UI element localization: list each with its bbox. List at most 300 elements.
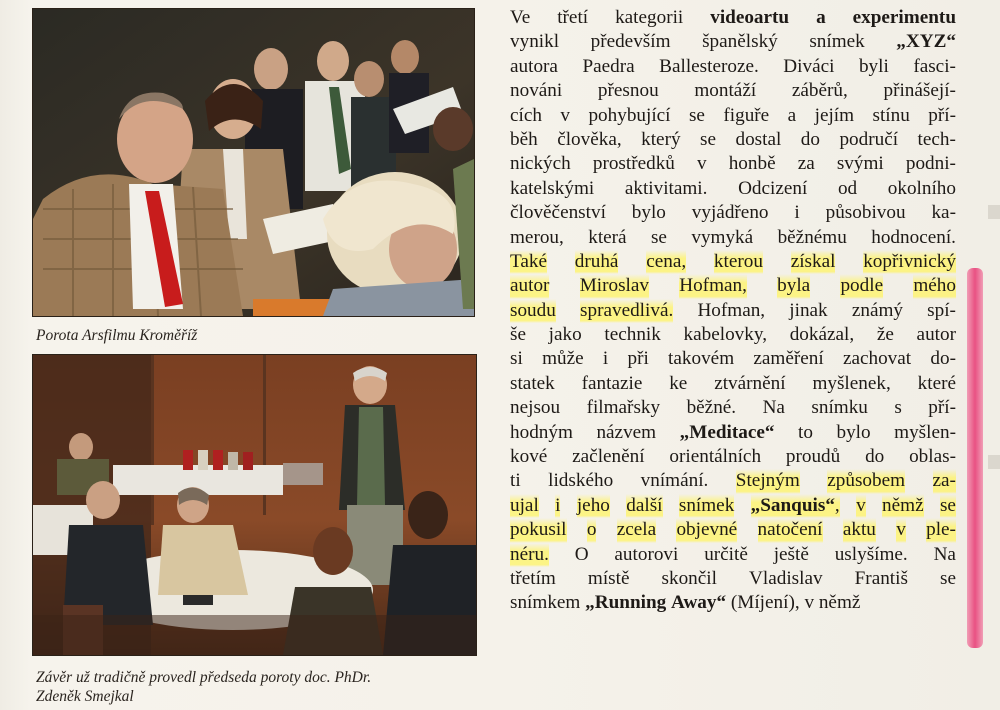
article-line — [510, 152, 956, 176]
word: němž — [818, 592, 861, 614]
word: v — [560, 104, 570, 126]
word: člověka, — [557, 128, 622, 150]
article-word — [839, 128, 898, 152]
article-word — [714, 250, 763, 274]
word: se — [940, 494, 956, 518]
word: za — [797, 153, 815, 175]
article-word — [510, 567, 556, 591]
article-word — [731, 591, 800, 615]
word: vymyká — [691, 226, 754, 248]
article-line — [510, 421, 956, 445]
article-word — [853, 6, 956, 30]
article-line — [510, 79, 956, 103]
word: snímek — [809, 31, 865, 53]
word: fasci- — [913, 55, 956, 77]
word: néru. — [510, 543, 549, 567]
word: kterou — [714, 250, 763, 274]
article-word — [913, 55, 956, 79]
word: proudů — [785, 446, 841, 468]
article-word — [617, 518, 656, 542]
article-word — [835, 543, 908, 567]
article-word — [710, 6, 789, 30]
article-word — [816, 6, 826, 30]
word: tech- — [917, 128, 956, 150]
article-word — [680, 421, 775, 445]
word: aktivitami. — [624, 177, 708, 199]
word: Ve — [510, 7, 531, 28]
word: soudu — [510, 299, 556, 323]
article-word — [927, 299, 956, 323]
article-line — [510, 469, 956, 493]
word: uslyšíme. — [834, 543, 908, 565]
word: Odcizení — [738, 177, 808, 199]
article-word — [836, 421, 870, 445]
article-word — [763, 396, 785, 420]
article-word — [510, 55, 558, 79]
word: ple- — [926, 518, 956, 542]
word: se — [940, 567, 956, 589]
word: o — [587, 518, 597, 542]
article-word — [679, 274, 747, 298]
article-word — [662, 567, 717, 591]
article-word — [837, 152, 884, 176]
article-word — [933, 469, 956, 493]
article-line — [510, 30, 956, 54]
word: aktu — [843, 518, 876, 542]
article-word — [877, 323, 894, 347]
word: zaměření — [753, 348, 824, 370]
article-word — [863, 250, 956, 274]
article-word — [751, 494, 840, 518]
caption-line-2: Zdeněk Smejkal — [36, 688, 134, 705]
word: prostředků — [592, 153, 675, 175]
article-word — [753, 347, 823, 371]
article-word — [588, 104, 670, 128]
article-word — [549, 323, 582, 347]
word: přinášejí- — [883, 80, 956, 102]
article-word — [510, 518, 567, 542]
article-word — [896, 30, 956, 54]
article-word — [843, 518, 876, 542]
article-line — [510, 445, 956, 469]
article-word — [510, 469, 521, 493]
article-word — [865, 445, 884, 469]
word: katelskými — [510, 177, 595, 199]
word: pohybující — [588, 104, 671, 126]
bleed-through-mark — [988, 455, 1000, 469]
article-word — [577, 494, 610, 518]
word: figuře — [723, 104, 770, 126]
word: Na — [933, 543, 956, 565]
article-word — [615, 6, 683, 30]
article-word — [646, 250, 686, 274]
word: i — [555, 494, 560, 518]
word: ztvárnění — [714, 372, 786, 394]
article-line — [510, 299, 956, 323]
article-word — [596, 421, 656, 445]
article-word — [918, 128, 956, 152]
word: do — [800, 128, 820, 150]
word: kopřivnický — [863, 250, 956, 274]
word: myšlenek, — [812, 372, 891, 394]
article-line — [510, 347, 956, 371]
word: známý — [851, 299, 903, 321]
word: autora — [510, 55, 558, 77]
article-line — [510, 567, 956, 591]
article-word — [843, 347, 911, 371]
word: nejsou — [510, 397, 561, 419]
word: se — [650, 226, 667, 248]
article-word — [510, 6, 530, 30]
article-word — [684, 323, 767, 347]
word: ujal — [510, 494, 539, 518]
word: jeho — [577, 494, 610, 518]
word: němž — [882, 494, 924, 518]
article-word — [940, 494, 956, 518]
word: Také — [510, 250, 547, 274]
article-word — [510, 396, 560, 420]
bold-title: „Sanquis“ — [751, 494, 835, 518]
article-word — [625, 177, 708, 201]
article-word — [694, 79, 756, 103]
word: běžné. — [686, 397, 737, 419]
article-word — [651, 226, 667, 250]
word: technik — [604, 324, 661, 346]
article-word — [882, 494, 924, 518]
article-word — [811, 396, 868, 420]
article-word — [582, 372, 643, 396]
article-word — [928, 396, 956, 420]
word: může — [542, 348, 584, 370]
article-word — [723, 104, 769, 128]
word: fantazie — [581, 372, 643, 394]
word: v — [804, 592, 815, 614]
word: další — [626, 494, 662, 518]
article-line — [510, 591, 956, 615]
article-word — [510, 421, 573, 445]
article-line — [510, 518, 956, 542]
article-word — [593, 152, 675, 176]
word: lidského — [548, 470, 614, 492]
article-word — [783, 55, 834, 79]
article-word — [510, 299, 556, 323]
word: španělský — [702, 31, 778, 53]
word: , — [835, 494, 840, 518]
article-word — [736, 469, 800, 493]
word: Hofman, — [679, 274, 747, 298]
article-word — [786, 445, 840, 469]
word: se — [700, 128, 717, 150]
bold-title: experimentu — [852, 7, 956, 28]
article-line — [510, 201, 956, 225]
article-word — [641, 469, 709, 493]
article-word — [580, 299, 673, 323]
article-word — [815, 104, 854, 128]
word: nováni — [510, 80, 563, 102]
article-line — [510, 104, 956, 128]
word: snímkem — [510, 592, 581, 614]
article-word — [510, 128, 538, 152]
article-word — [930, 347, 956, 371]
word: vyjádřeno — [691, 202, 769, 224]
article-word — [928, 104, 956, 128]
word: okolního — [887, 177, 956, 199]
article-word — [913, 274, 956, 298]
word: zachovat — [842, 348, 912, 370]
article-word — [798, 421, 813, 445]
word: při — [627, 348, 649, 370]
article-line — [510, 274, 956, 298]
article-word — [510, 250, 547, 274]
word: cích — [510, 104, 542, 126]
word: si — [510, 348, 523, 370]
word: Miroslav — [580, 274, 649, 298]
article-word — [729, 152, 776, 176]
word: který — [641, 128, 681, 150]
word: byla — [777, 274, 810, 298]
article-word — [591, 30, 671, 54]
word: i — [794, 202, 800, 224]
article-word — [838, 177, 857, 201]
article-word — [510, 274, 549, 298]
article-word — [691, 226, 753, 250]
word: bylo — [631, 202, 666, 224]
word: podle — [840, 274, 883, 298]
word: od — [837, 177, 858, 199]
word: se — [688, 104, 705, 126]
article-word — [548, 469, 613, 493]
word: do — [865, 446, 885, 468]
article-word — [840, 274, 883, 298]
article-word — [557, 6, 588, 30]
word: ti — [510, 470, 521, 492]
article-word — [627, 347, 648, 371]
article-word — [572, 445, 644, 469]
article-word — [542, 347, 584, 371]
word: kategorii — [615, 7, 684, 28]
chairman-photo — [32, 354, 477, 656]
caption-line-1: Závěr už tradičně provedl předseda poroty doc. PhDr. — [36, 669, 372, 686]
article-word — [585, 591, 666, 615]
word: kabelovky, — [683, 324, 768, 346]
article-word — [714, 372, 785, 396]
word: zcela — [617, 518, 656, 542]
word: byli — [858, 55, 889, 77]
word: Stejným — [736, 469, 800, 493]
article-word — [671, 591, 726, 615]
article-word — [926, 518, 956, 542]
article-word — [510, 372, 555, 396]
word: třetím — [510, 567, 556, 589]
word: Na — [762, 397, 785, 419]
article-word — [778, 226, 847, 250]
bold-title: Away“ — [671, 592, 727, 614]
article-line — [510, 494, 956, 518]
word: oblas- — [909, 446, 956, 468]
word: autor — [510, 274, 549, 298]
word: autorovi — [614, 543, 679, 565]
article-word — [510, 543, 549, 567]
article-word — [692, 201, 769, 225]
word: začlenění — [572, 446, 645, 468]
bold-title: „Running — [585, 592, 667, 614]
article-word — [804, 591, 814, 615]
word: Františ — [854, 567, 908, 589]
word: spí- — [927, 299, 956, 321]
article-word — [676, 518, 737, 542]
word: svými — [836, 153, 884, 175]
word: autor — [916, 324, 956, 346]
article-word — [510, 347, 523, 371]
article-word — [687, 396, 737, 420]
article-line — [510, 323, 956, 347]
article-word — [641, 128, 680, 152]
article-word — [917, 323, 956, 347]
article-word — [510, 30, 559, 54]
word: pří- — [928, 104, 956, 126]
word: stínu — [872, 104, 910, 126]
article-word — [510, 177, 594, 201]
word: Vladislav — [749, 567, 823, 589]
article-word — [689, 104, 705, 128]
word: pokusil — [510, 518, 567, 542]
chairman-photo-image — [33, 355, 476, 655]
word: O — [574, 543, 589, 565]
article-word — [871, 226, 956, 250]
word: podni- — [905, 153, 956, 175]
word: běžnému — [777, 226, 847, 248]
article-word — [580, 274, 649, 298]
word: běh — [510, 128, 538, 150]
article-line — [510, 543, 956, 567]
article-word — [697, 299, 765, 323]
word: v — [697, 153, 707, 175]
article-word — [809, 30, 864, 54]
article-word — [735, 128, 781, 152]
word: skončil — [661, 567, 717, 589]
word: druhá — [575, 250, 619, 274]
word: hodným — [510, 421, 573, 443]
bold-title: videoartu — [710, 7, 790, 28]
article-word — [896, 518, 906, 542]
article-word — [659, 55, 759, 79]
article-word — [510, 104, 542, 128]
article-word — [575, 543, 589, 567]
article-word — [510, 226, 564, 250]
article-line — [510, 372, 956, 396]
article-word — [792, 79, 848, 103]
article-word — [827, 469, 905, 493]
jury-photo — [32, 8, 475, 317]
article-word — [758, 518, 823, 542]
bold-title: „XYZ“ — [896, 31, 956, 53]
article-word — [560, 104, 570, 128]
word: v — [856, 494, 866, 518]
word: přesnou — [597, 80, 659, 102]
word: člověčenství — [510, 202, 606, 224]
word: záběrů, — [791, 80, 848, 102]
article-word — [510, 591, 580, 615]
word: ke — [669, 372, 688, 394]
word: montáží — [694, 80, 757, 102]
article-word — [790, 323, 854, 347]
article-word — [603, 347, 608, 371]
article-word — [555, 494, 560, 518]
article-word — [510, 152, 571, 176]
word: dokázal, — [789, 324, 855, 346]
word: myšlen- — [894, 421, 956, 443]
article-word — [940, 567, 956, 591]
word: to — [798, 421, 813, 443]
chairman-photo-caption — [36, 668, 476, 706]
article-word — [587, 396, 661, 420]
article-word — [632, 201, 666, 225]
word: vynikl — [510, 31, 560, 53]
word: područí — [839, 128, 899, 150]
article-word — [906, 152, 956, 176]
word: Diváci — [783, 55, 835, 77]
word: cena, — [646, 250, 686, 274]
word: mého — [913, 274, 956, 298]
word: nických — [510, 153, 571, 175]
word: orientálních — [669, 446, 762, 468]
word: v — [896, 518, 906, 542]
article-word — [604, 323, 660, 347]
article-word — [749, 567, 823, 591]
word: a — [787, 104, 797, 126]
article-word — [819, 591, 861, 615]
word: třetí — [557, 7, 589, 28]
word: snímku — [811, 397, 868, 419]
article-line — [510, 128, 956, 152]
word: merou, — [510, 226, 564, 248]
article-word — [510, 79, 562, 103]
word: pří- — [928, 397, 956, 419]
word: především — [590, 31, 671, 53]
article-word — [931, 201, 956, 225]
article-word — [856, 494, 866, 518]
word: ka- — [931, 202, 956, 224]
word: způsobem — [827, 469, 905, 493]
word: filmařsky — [586, 397, 661, 419]
article-word — [777, 274, 810, 298]
word: dostal — [735, 128, 782, 150]
article-word — [894, 396, 901, 420]
article-word — [934, 543, 956, 567]
article-word — [598, 79, 659, 103]
word: působivou — [825, 202, 906, 224]
article-word — [883, 79, 955, 103]
article-word — [888, 177, 956, 201]
article-word — [812, 372, 890, 396]
word: jejím — [814, 104, 855, 126]
article-line — [510, 396, 956, 420]
article-word — [859, 55, 889, 79]
article-word — [626, 494, 662, 518]
article-word — [588, 567, 630, 591]
pink-margin-marker — [967, 268, 983, 648]
article-word — [789, 299, 827, 323]
word: názvem — [596, 421, 657, 443]
article-word — [855, 567, 908, 591]
article-line — [510, 6, 956, 30]
word: spravedlivá. — [580, 299, 673, 323]
bleed-through-mark — [988, 205, 1000, 219]
article-word — [702, 30, 778, 54]
word: statek — [510, 372, 555, 394]
article-word — [738, 177, 807, 201]
article-word — [587, 518, 597, 542]
